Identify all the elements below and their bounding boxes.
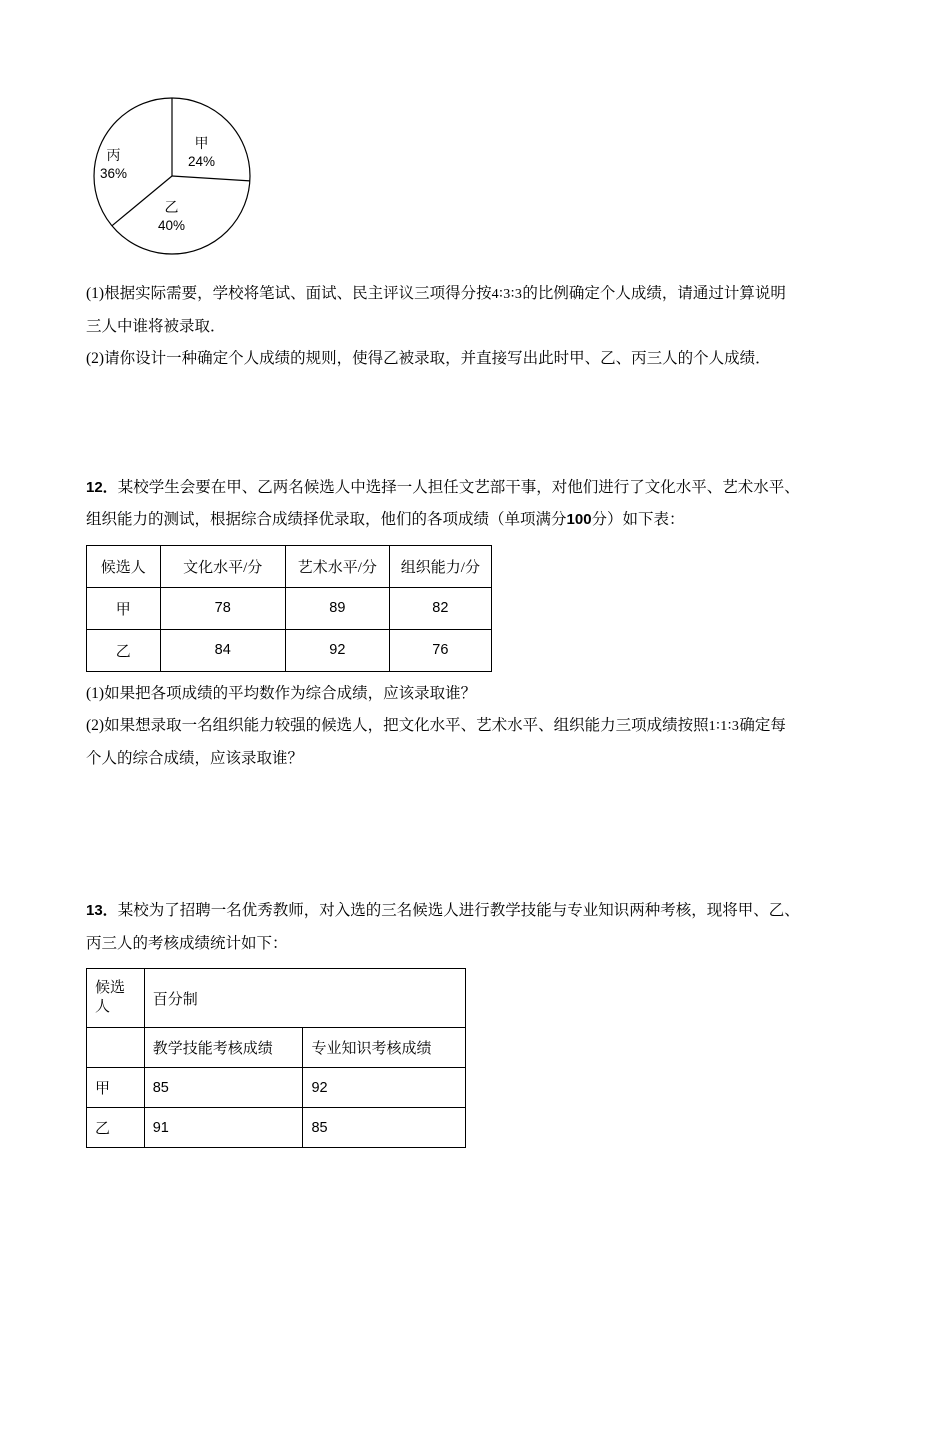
document-page [0,96,950,1440]
table-row [87,629,492,671]
q12-row2-organize: 76 [389,629,491,671]
q12-row1-art: 89 [285,587,389,629]
spacer-2b [86,871,864,895]
q12-row2-candidate: 乙 [87,629,161,671]
spacer-2 [86,775,864,871]
table-row [87,545,492,587]
q12-score-table [86,545,492,672]
q11-ratio: 4∶3∶3 [491,287,523,302]
pie-slice-label-bing: 丙 36% [100,149,128,181]
q12-header-culture: 文化水平/分 [160,545,285,587]
q11-part1-line2: 三人中谁将被录取． [86,317,226,335]
q12-max-score: 100 [566,511,592,529]
q12-ratio: 1∶1∶3 [708,719,740,735]
q12-header-art: 艺术水平/分 [285,545,389,587]
q12-row1-candidate: 甲 [87,587,161,629]
q13-stem-line1: 13．某校为了招聘一名优秀教师，对入选的三名候选人进行教学技能与专业知识两种考核，现将甲、乙、 [86,902,800,920]
q13-header-candidate: 候选 人 [87,969,145,1028]
table-row [87,1068,466,1108]
q12-part1: (1)如果把各项成绩的平均数作为综合成绩，应该录取谁？ [86,684,477,702]
q13-score-table [86,968,466,1148]
table-row [87,1108,466,1148]
q13-subheader-teaching: 教学技能考核成绩 [144,1028,303,1068]
q12-number: 12． [86,478,118,496]
q12-row2-art: 92 [285,629,389,671]
q11-part2: (2)请你设计一种确定个人成绩的规则，使得乙被录取，并直接写出此时甲、乙、丙三人的个人成绩． [86,350,771,368]
q13-row2-candidate: 乙 [87,1108,145,1148]
spacer-1 [86,376,864,472]
q13-row2-teaching: 91 [144,1108,303,1148]
q12-part2: (2)如果想录取一名组织能力较强的候选人，把文化水平、艺术水平、组织能力三项成绩按照1∶1∶3确定每 [86,717,786,735]
pie-chart [92,96,252,256]
q13-header-scale: 百分制 [144,969,465,1028]
q12-stem-line1: 12．某校学生会要在甲、乙两名候选人中选择一人担任文艺部干事，对他们进行了文化水平、艺术水平、 [86,478,800,496]
table-row [87,969,466,1028]
q12-header-organize: 组织能力/分 [389,545,491,587]
q12-stem-line2: 组织能力的测试，根据综合成绩择优录取，他们的各项成绩（单项满分100分）如下表： [86,511,685,529]
q13-row1-candidate: 甲 [87,1068,145,1108]
q12-header-candidate: 候选人 [87,545,161,587]
q13-number: 13． [86,902,118,920]
table-row [87,587,492,629]
q12-part2-line2: 个人的综合成绩，应该录取谁？ [86,749,304,767]
q13-subheader-blank [87,1028,145,1068]
table-row [87,1028,466,1068]
q12-row1-culture: 78 [160,587,285,629]
q11-part1: (1)根据实际需要，学校将笔试、面试、民主评议三项得分按4∶3∶3的比例确定个人成绩，请通过计算说明 [86,285,786,302]
q12-row2-culture: 84 [160,629,285,671]
q13-row2-knowledge: 85 [303,1108,466,1148]
q13-subheader-knowledge: 专业知识考核成绩 [303,1028,466,1068]
pie-slice-label-yi: 乙 40% [158,201,186,233]
q13-row1-knowledge: 92 [303,1068,466,1108]
pie-slice-label-jia: 甲 24% [188,137,216,169]
q13-stem-line2: 丙三人的考核成绩统计如下： [86,934,288,952]
q13-row1-teaching: 85 [144,1068,303,1108]
q12-row1-organize: 82 [389,587,491,629]
